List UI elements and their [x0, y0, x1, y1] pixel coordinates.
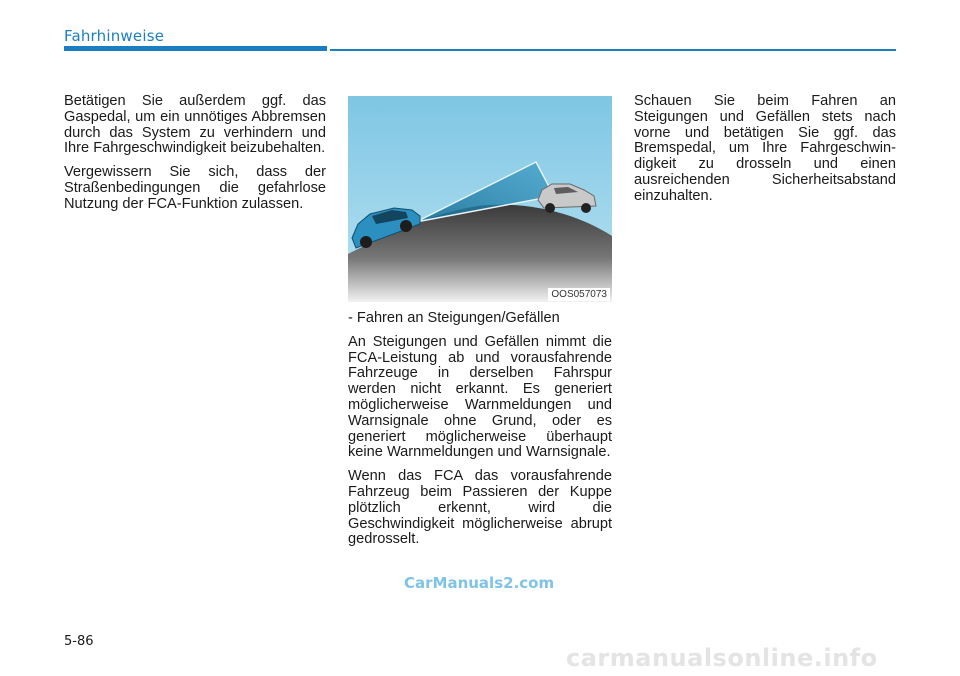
site-watermark: carmanualsonline.info	[566, 644, 878, 672]
paragraph-heading: - Fahren an Steigungen/Gefällen	[348, 310, 560, 326]
text-column-left	[64, 94, 326, 221]
text-column-right	[634, 94, 896, 213]
paragraph: Vergewissern Sie sich, dass der Straßenbedingungen die gefahrlose Nutzung der FCA-Funktion zulassen.	[64, 164, 326, 212]
page-number: 5-86	[64, 634, 94, 649]
header-rule-thin	[330, 49, 896, 51]
section-title: Fahrhinweise	[64, 27, 165, 45]
header-rule-thick	[64, 46, 327, 51]
hill-illustration	[348, 96, 612, 302]
text-column-middle	[348, 311, 612, 556]
paragraph: Wenn das FCA das vorausfahrende Fahrzeug beim Passieren der Kuppe plötzlich erkennt, wird die Geschwindigkeit möglicherweise abrupt gedrosselt.	[348, 468, 612, 548]
paragraph: Betätigen Sie außerdem ggf. das Gaspedal, um ein unnötiges Abbremsen durch das System zu verhindern und Ihre Fahrgeschwindigkeit beizubehalten.	[64, 93, 326, 157]
figure-code: OOS057073	[548, 288, 610, 301]
watermark: CarManuals2.com	[404, 574, 555, 592]
paragraph: Schauen Sie beim Fahren an Steigungen und Gefällen stets nach vorne und betätigen Sie ggf. das Bremspedal, um Ihre Fahrgeschwindigkeit zu drosseln und einen ausreichenden Sicherheitsabstand einzuhalten.	[634, 93, 896, 204]
hill-illustration-graphic	[348, 96, 612, 302]
paragraph: An Steigungen und Gefällen nimmt die FCA-Leistung ab und vorausfahrende Fahrzeuge in derselben Fahrspur werden nicht erkannt. Es generiert möglicherweise Warnmeldungen und Warnsignale ohne Grund, oder es generiert möglicherweise überhaupt keine Warnmeldungen und Warnsignale.	[348, 333, 612, 461]
